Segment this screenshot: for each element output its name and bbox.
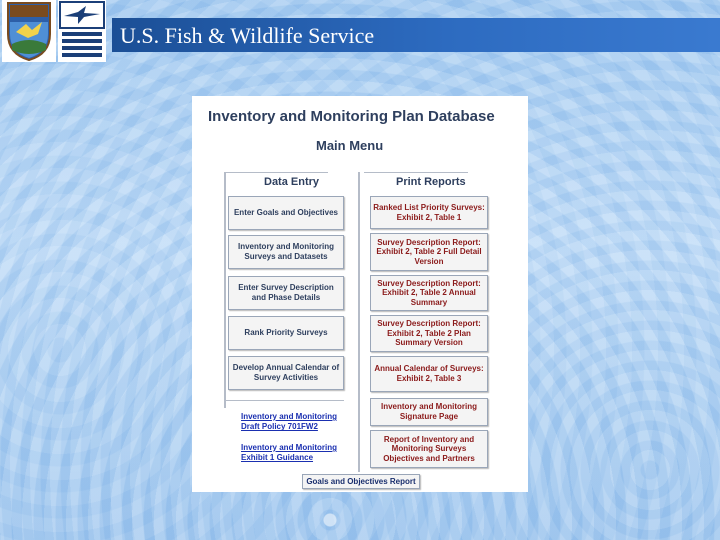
main-menu-title: Main Menu [316,138,384,153]
fws-logo [2,0,56,62]
links-divider [224,400,344,401]
database-title: Inventory and Monitoring Plan Database [208,108,495,125]
enter-survey-description-button[interactable]: Enter Survey Description and Phase Details [228,276,344,310]
data-entry-heading: Data Entry [264,176,320,188]
flying-goose-icon [58,0,106,62]
report-objectives-partners-button[interactable]: Report of Inventory and Monitoring Surveys Objectives and Partners [370,430,488,468]
survey-description-full-detail-button[interactable]: Survey Description Report: Exhibit 2, Table 2 Full Detail Version [370,233,488,271]
print-reports-heading: Print Reports [396,176,466,188]
top-divider-right [364,172,468,173]
draft-policy-link[interactable]: Inventory and Monitoring Draft Policy 701FW2 [241,412,337,432]
inventory-surveys-datasets-button[interactable]: Inventory and Monitoring Surveys and Datasets [228,235,344,269]
develop-annual-calendar-button[interactable]: Develop Annual Calendar of Survey Activities [228,356,344,390]
rank-priority-surveys-button[interactable]: Rank Priority Surveys [228,316,344,350]
exhibit-guidance-link[interactable]: Inventory and Monitoring Exhibit 1 Guidance [241,443,337,463]
survey-description-plan-summary-button[interactable]: Survey Description Report: Exhibit 2, Table 2 Plan Summary Version [370,315,488,352]
annual-calendar-of-surveys-button[interactable]: Annual Calendar of Surveys: Exhibit 2, Table 3 [370,356,488,392]
survey-description-annual-summary-button[interactable]: Survey Description Report: Exhibit 2, Table 2 Annual Summary [370,275,488,311]
goals-objectives-report-button[interactable]: Goals and Objectives Report [302,474,420,489]
page-title: U.S. Fish & Wildlife Service [120,23,375,48]
enter-goals-objectives-button[interactable]: Enter Goals and Objectives [228,196,344,230]
top-divider-left [224,172,328,173]
left-divider [224,172,226,408]
title-bar [112,18,720,52]
fws-shield-icon [2,0,56,62]
ranked-list-priority-surveys-button[interactable]: Ranked List Priority Surveys: Exhibit 2, Table 1 [370,196,488,229]
center-divider [358,172,360,472]
nwrs-logo [58,0,106,62]
database-panel [192,96,528,492]
signature-page-button[interactable]: Inventory and Monitoring Signature Page [370,398,488,426]
